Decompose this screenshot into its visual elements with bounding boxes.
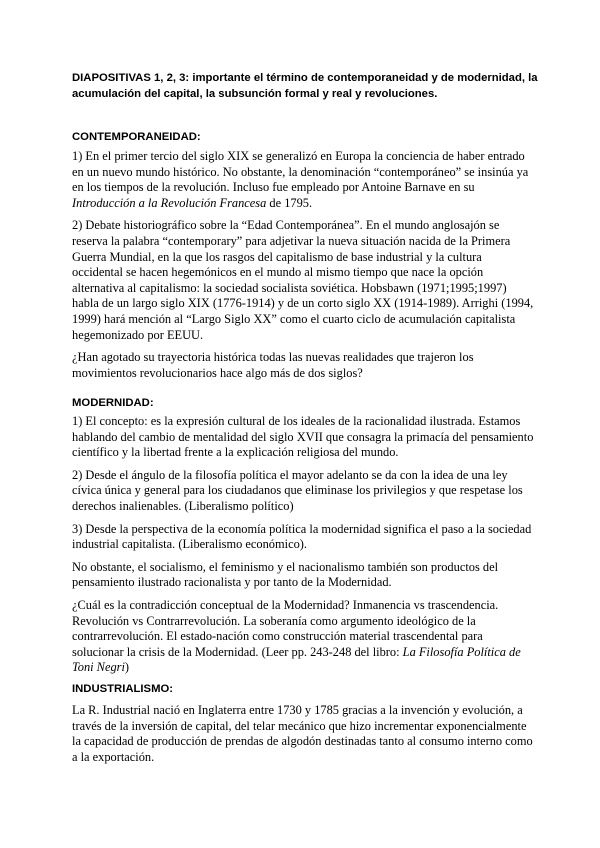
- paragraph-modernidad-2: 2) Desde el ángulo de la filosofía política el mayor adelanto se da con la idea de una ley cívica única y general para los ciudadanos que eliminase los privilegios y que respetase los derechos inalienables. (Liberalismo político): [72, 467, 523, 513]
- paragraph-text: 1) En el primer tercio del siglo XIX se generalizó en Europa la conciencia de haber entrado en un nuevo mundo histórico. No obstante, la denominación “contemporáneo” se insinúa ya en los tiempos de la revolución. Incluso fue empleado por Antoine Barnave en su: [72, 149, 529, 195]
- paragraph-modernidad-1: 1) El concepto: es la expresión cultural de los ideales de la racionalidad ilustrada. Estamos hablando del cambio de mentalidad del siglo XVII que consagra la primacía del pensamiento científico y la libertad frente a la explicación religiosa del mundo.: [72, 414, 534, 460]
- paragraph-modernidad-5: [72, 598, 534, 676]
- paragraph-contemporaneidad-1: [72, 149, 534, 211]
- section-body-modernidad: [72, 414, 534, 676]
- section-title-industrialismo: INDUSTRIALISMO:: [72, 683, 174, 695]
- section-body-contemporaneidad: [72, 149, 534, 381]
- section-body-industrialismo: [72, 703, 534, 765]
- book-title-italic: Introducción a la Revolución Francesa: [72, 195, 267, 210]
- paragraph-modernidad-3: 3) Desde la perspectiva de la economía política la modernidad significa el paso a la sociedad industrial capitalista. (Liberalismo económico).: [72, 521, 532, 552]
- paragraph-modernidad-4: No obstante, el socialismo, el feminismo y el nacionalismo también son productos del pensamiento ilustrado racionalista y por tanto de la Modernidad.: [72, 559, 499, 590]
- paragraph-text-end: ): [124, 660, 130, 675]
- paragraph-industrialismo-1: La R. Industrial nació en Inglaterra entre 1730 y 1785 gracias a la invención y evolución, a través de la inversión de capital, del telar mecánico que hizo incrementar exponencialmente la capacidad de producción de prendas de algodón destinadas tanto al consumo interno como a la exportación.: [72, 703, 533, 764]
- paragraph-text: ¿Cuál es la contradicción conceptual de la Modernidad? Inmanencia vs trascendencia. Revolución vs Contrarrevolución. La soberanía como argumento ideológico de la contrarrevolución. El estado-nación como construcción material trascendental para solucionar la crisis de la Modernidad. (Leer pp. 243-248 del libro:: [72, 597, 499, 659]
- document-heading: DIAPOSITIVAS 1, 2, 3: importante el término de contemporaneidad y de modernidad, la acumulación del capital, la subsunción formal y real y revoluciones.: [72, 72, 538, 100]
- paragraph-contemporaneidad-3: ¿Han agotado su trayectoria histórica todas las nuevas realidades que trajeron los movimientos revolucionarios hace algo más de dos siglos?: [72, 350, 474, 380]
- section-title-contemporaneidad: CONTEMPORANEIDAD:: [72, 131, 201, 143]
- section-title-modernidad: MODERNIDAD:: [72, 397, 154, 409]
- book-title-italic: La Filosofía Política de Toni Negri: [72, 644, 521, 675]
- paragraph-text-end: de 1795.: [266, 195, 313, 210]
- paragraph-contemporaneidad-2: 2) Debate historiográfico sobre la “Edad Contemporánea”. En el mundo anglosajón se reserva la palabra “contemporary” para adjetivar la nueva situación nacida de la Primera Guerra Mundial, en la que los rasgos del capitalismo de base industrial y la cultura occidental se hacen hegemónicos en el mundo al mismo tiempo que nace la opción alternativa al capitalismo: la sociedad socialista soviética. Hobsbawn (1971;1995;1997) habla de un largo siglo XIX (1776-1914) y de un corto siglo XX (1914-1989). Arrighi (1994, 1999) hará mención al “Largo Siglo XX” como el cuarto ciclo de acumulación capitalista hegemonizado por EEUU.: [72, 218, 534, 342]
